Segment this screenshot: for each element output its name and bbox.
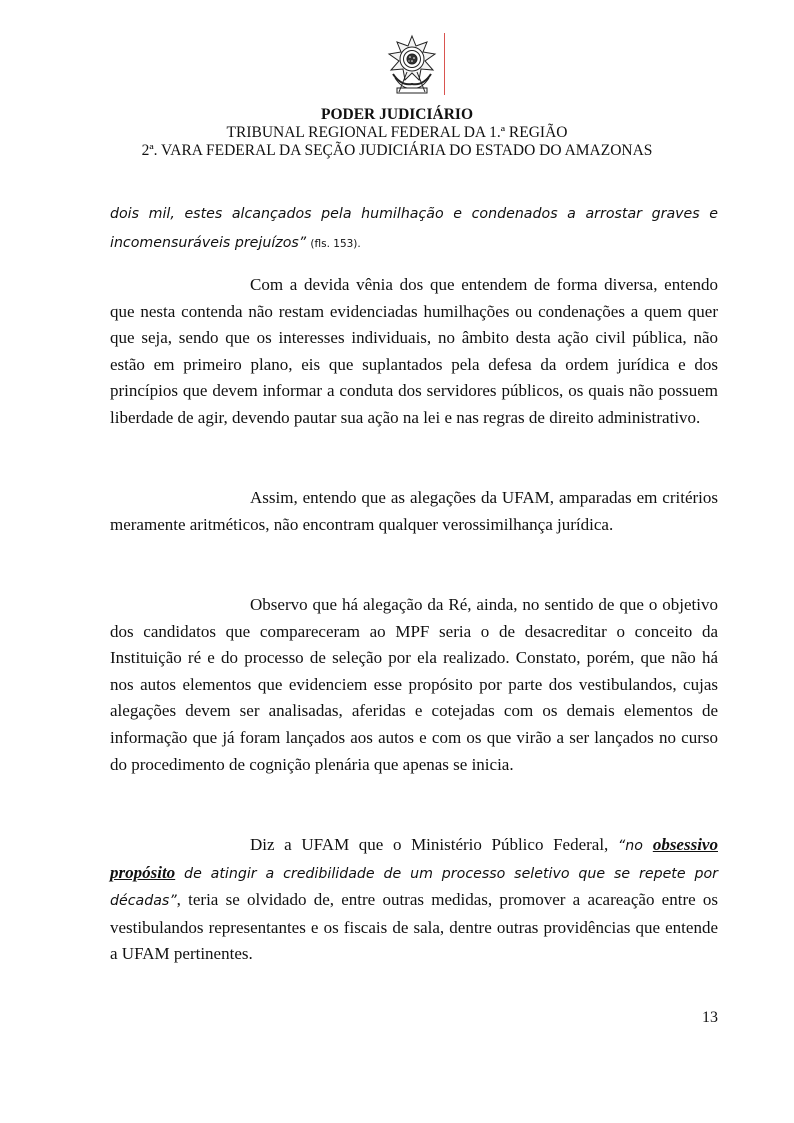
margin-rule [444,33,445,95]
paragraph-4-quote-rest: de atingir a credibilidade de um processo seletivo que se repete por décadas” [110,865,718,910]
paragraph-4-emphasis: obsessivo propósito [110,835,718,882]
paragraph-4-quote-open: “no [617,838,653,854]
quote-reference: (fls. 153). [310,238,361,250]
paragraph-1-text: Com a devida vênia dos que entendem de forma diversa, entendo que nesta contenda não restam evidenciadas humilhações ou condenações a quem quer que seja, sendo que os interesses individuais, no âmbito desta ação civil pública, não estão em primeiro plano, eis que suplantados pela defesa da ordem jurídica e dos princípios que devem informar a conduta dos servidores públicos, os quais não possuem liberdade de agir, devendo pautar sua ação na lei e nas regras de direito administrativo. [110,275,718,427]
header-institution: PODER JUDICIÁRIO [321,106,473,123]
header-section: 2ª. VARA FEDERAL DA SEÇÃO JUDICIÁRIA DO ESTADO DO AMAZONAS [141,142,653,159]
brazil-coat-of-arms-icon [383,34,441,96]
quote-text: dois mil, estes alcançados pela humilhação e condenados a arrostar graves e incomensuráveis prejuízos” [110,206,718,251]
paragraph-1 [110,272,718,432]
paragraph-4-rest: , teria se olvidado de, entre outras medidas, promover a acareação entre os vestibulandos representantes e os fiscais de sala, dentre outras providências que entende a UFAM pertinentes. [110,890,718,964]
paragraph-2-text: Assim, entendo que as alegações da UFAM, amparadas em critérios meramente aritméticos, não encontram qualquer verossimilhança jurídica. [110,488,718,534]
quote-paragraph [110,199,718,258]
header-court: TRIBUNAL REGIONAL FEDERAL DA 1.ª REGIÃO [226,124,568,141]
paragraph-4 [110,832,718,968]
page-number: 13 [702,1009,718,1026]
paragraph-4-intro: Diz a UFAM que o Ministério Público Federal, [250,835,618,854]
paragraph-3-text: Observo que há alegação da Ré, ainda, no sentido de que o objetivo dos candidatos que compareceram ao MPF seria o de desacreditar o conceito da Instituição ré e do processo de seleção por ela realizado. Constato, porém, que não há nos autos elementos que evidenciem esse propósito por parte dos vestibulandos, cujas alegações devem ser analisadas, aferidas e cotejadas com os demais elementos de informação que já foram lançados aos autos e com os que virão a ser lançados no curso do procedimento de cognição plenária que apenas se inicia. [110,595,718,774]
paragraph-2 [110,485,718,538]
paragraph-3 [110,592,718,778]
